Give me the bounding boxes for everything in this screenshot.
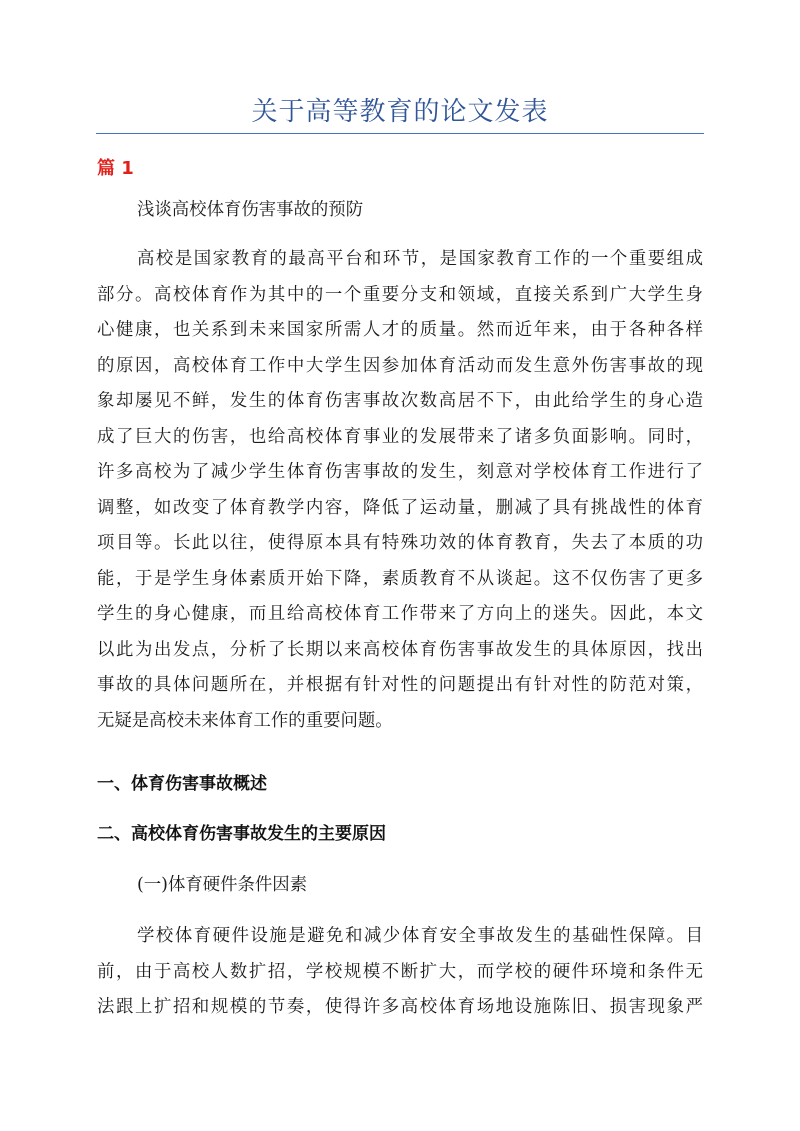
paragraph-line: 成了巨大的伤害，也给高校体育事业的发展带来了诸多负面影响。同时，: [97, 426, 703, 447]
paragraph-line: 的原因，高校体育工作中大学生因参加体育活动而发生意外伤害事故的现: [97, 355, 703, 376]
paragraph-line: 调整，如改变了体育教学内容，降低了运动量，删减了具有挑战性的体育: [97, 497, 703, 518]
subsection-heading-hardware: (一)体育硬件条件因素: [137, 875, 308, 895]
paragraph-line: 象却屡见不鲜，发生的体育伤害事故次数高居不下，由此给学生的身心造: [97, 391, 703, 411]
paragraph-line: 学生的身心健康，而且给高校体育工作带来了方向上的迷失。因此，本文: [97, 604, 703, 624]
section-heading-overview: 一、体育伤害事故概述: [97, 774, 267, 794]
hardware-paragraph: [97, 919, 703, 1026]
section-label: 篇 1: [97, 158, 134, 179]
title-underline: [96, 133, 704, 134]
section-heading-causes: 二、高校体育伤害事故发生的主要原因: [97, 824, 386, 844]
paragraph-line: 许多高校为了减少学生体育伤害事故的发生，刻意对学校体育工作进行了: [97, 462, 703, 482]
paragraph-line: 能，于是学生身体素质开始下降，素质教育不从谈起。这不仅伤害了更多: [97, 568, 703, 589]
intro-paragraph: [97, 242, 703, 739]
paragraph-line: 心健康，也关系到未来国家所需人才的质量。然而近年来，由于各种各样: [97, 320, 703, 340]
paragraph-line: 以此为出发点，分析了长期以来高校体育伤害事故发生的具体原因，找出: [97, 639, 703, 660]
article-subtitle: 浅谈高校体育伤害事故的预防: [137, 200, 364, 220]
paragraph-line: 部分。高校体育作为其中的一个重要分支和领域，直接关系到广大学生身: [97, 284, 703, 305]
paragraph-line: 学校体育硬件设施是避免和减少体育安全事故发生的基础性保障。目: [137, 926, 703, 946]
paragraph-line: 前，由于高校人数扩招，学校规模不断扩大，而学校的硬件环境和条件无: [97, 961, 703, 982]
paragraph-line: 无疑是高校未来体育工作的重要问题。: [97, 710, 393, 731]
paragraph-line: 法跟上扩招和规模的节奏，使得许多高校体育场地设施陈旧、损害现象严: [97, 997, 703, 1017]
paragraph-line: 事故的具体问题所在，并根据有针对性的问题提出有针对性的防范对策，: [97, 675, 703, 695]
paragraph-line: 项目等。长此以往，使得原本具有特殊功效的体育教育，失去了本质的功: [97, 533, 703, 553]
paragraph-line: 高校是国家教育的最高平台和环节，是国家教育工作的一个重要组成: [137, 249, 703, 269]
document-title: 关于高等教育的论文发表: [251, 97, 549, 127]
